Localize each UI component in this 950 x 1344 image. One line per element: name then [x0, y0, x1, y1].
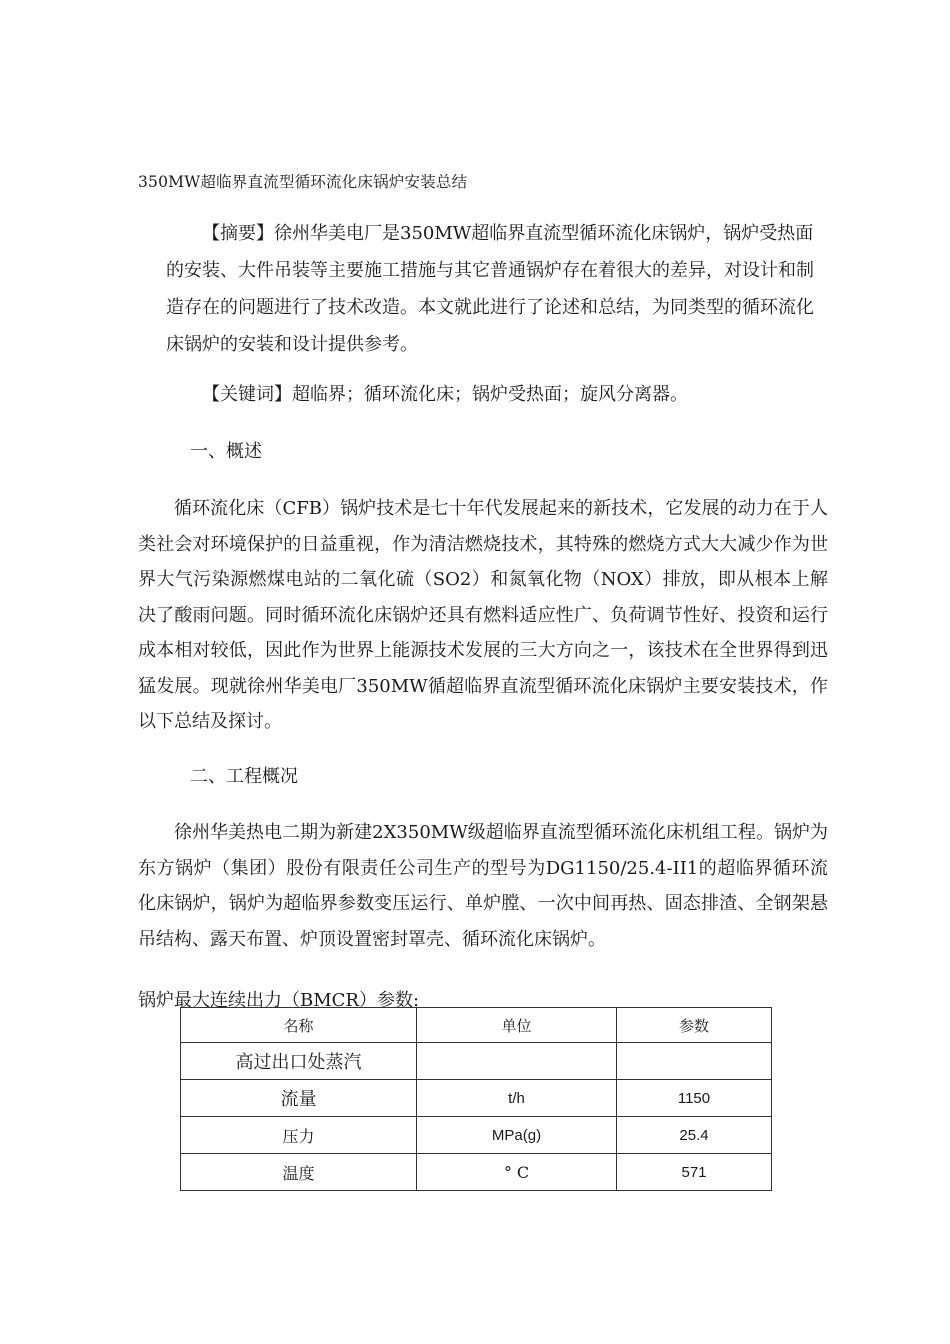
- table-cell: MPa(g): [417, 1117, 617, 1154]
- keywords-line: 【关键词】超临界；循环流化床；锅炉受热面；旋风分离器。: [202, 384, 688, 405]
- bmcr-parameters-table: [180, 1007, 772, 1191]
- table-cell: ° C: [417, 1154, 617, 1191]
- table-cell: 1150: [617, 1080, 772, 1117]
- table-header-cell: 名称: [181, 1008, 417, 1043]
- table-header-cell: 参数: [617, 1008, 772, 1043]
- table-header-cell: 单位: [417, 1008, 617, 1043]
- abstract-text: 【摘要】徐州华美电厂是350MW超临界直流型循环流化床锅炉，锅炉受热面的安装、大件吊装等主要施工措施与其它普通锅炉存在着很大的差异，对设计和制造存在的问题进行了技术改造。本文就此进行了论述和总结，为同类型的循环流化床锅炉的安装和设计提供参考。: [166, 223, 814, 355]
- section-paragraph-overview: 循环流化床（CFB）锅炉技术是七十年代发展起来的新技术，它发展的动力在于人类社会对环境保护的日益重视，作为清洁燃烧技术，其特殊的燃烧方式大大减少作为世界大气污染源燃煤电站的二氧化硫（SO2）和氮氧化物（NOX）排放，即从根本上解决了酸雨问题。同时循环流化床锅炉还具有燃料适应性广、负荷调节性好、投资和运行成本相对较低，因此作为世界上能源技术发展的三大方向之一，该技术在全世界得到迅猛发展。现就徐州华美电厂350MW循超临界直流型循环流化床锅炉主要安装技术，作以下总结及探讨。: [138, 498, 828, 732]
- section-heading-overview: 一、概述: [190, 441, 262, 462]
- table-row: [181, 1080, 772, 1117]
- section-heading-project: 二、工程概况: [190, 766, 298, 787]
- abstract-paragraph: [166, 215, 826, 363]
- table-cell: 高过出口处蒸汽: [181, 1043, 417, 1080]
- table-row: [181, 1154, 772, 1191]
- table-cell: 压力: [181, 1117, 417, 1154]
- table-cell: 25.4: [617, 1117, 772, 1154]
- table-caption: 锅炉最大连续出力（BMCR）参数:: [138, 990, 420, 1011]
- table-cell: t/h: [417, 1080, 617, 1117]
- table-cell: 流量: [181, 1080, 417, 1117]
- document-title: 350MW超临界直流型循环流化床锅炉安装总结: [138, 173, 468, 191]
- section-paragraph-project: 徐州华美热电二期为新建2X350MW级超临界直流型循环流化床机组工程。锅炉为东方锅炉（集团）股份有限责任公司生产的型号为DG1150/25.4-II1的超临界循环流化床锅炉，锅炉为超临界参数变压运行、单炉膛、一次中间再热、固态排渣、全钢架悬吊结构、露天布置、炉顶设置密封罩壳、循环流化床锅炉。: [138, 822, 828, 950]
- table-cell: 温度: [181, 1154, 417, 1191]
- table-cell: [417, 1043, 617, 1080]
- table-header-row: [181, 1008, 772, 1043]
- table-cell: [617, 1043, 772, 1080]
- table-cell: 571: [617, 1154, 772, 1191]
- table-row: [181, 1043, 772, 1080]
- table-row: [181, 1117, 772, 1154]
